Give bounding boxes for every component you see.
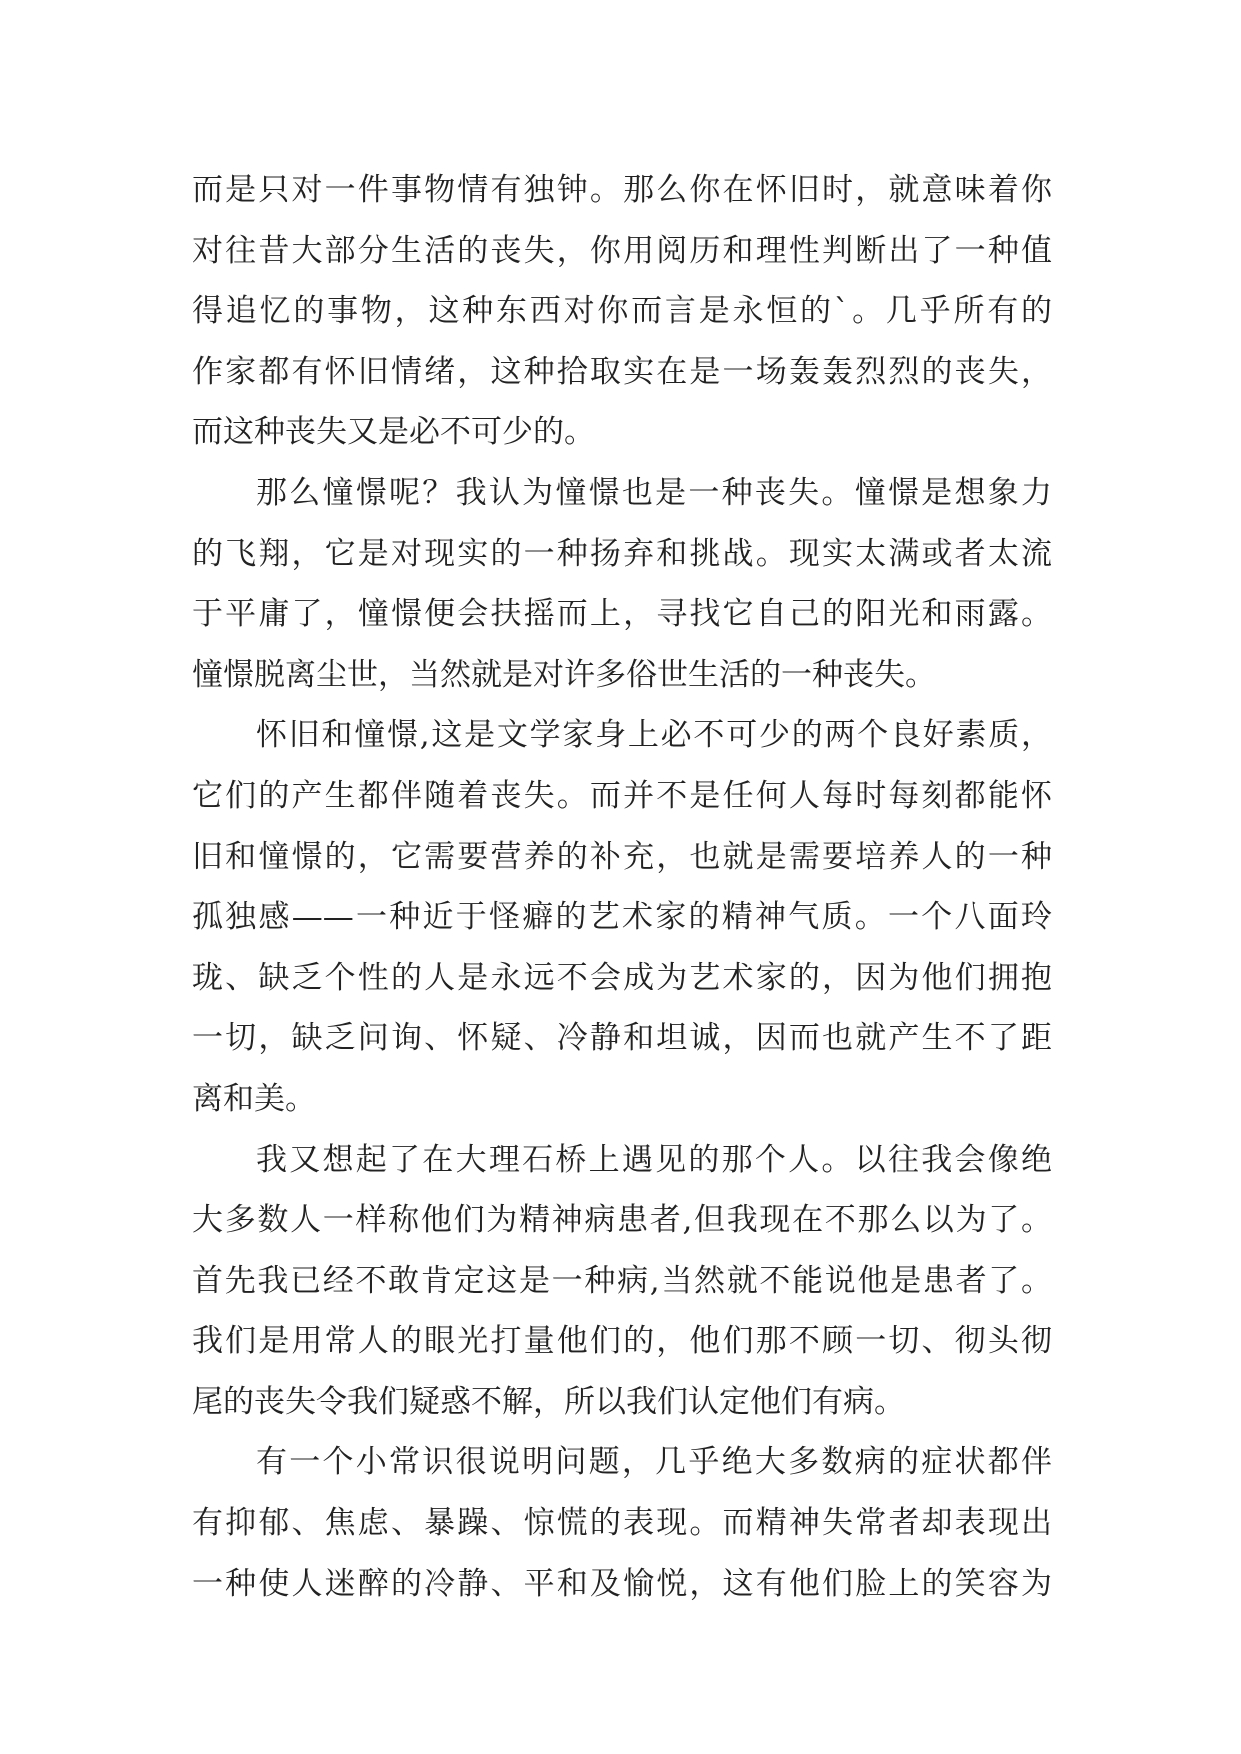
text-line: 我又想起了在大理石桥上遇见的那个人。以往我会像绝 [256,1141,1052,1178]
text-line: 离和美。 [192,1080,316,1117]
text-line: 的飞翔，它是对现实的一种扬弃和挑战。现实太满或者太流 [192,535,1052,572]
text-line: 怀旧和憧憬,这是文学家身上必不可少的两个良好素质， [256,717,1052,754]
text-line: 作家都有怀旧情绪，这种拾取实在是一场轰轰烈烈的丧失， [192,353,1052,390]
text-line: 它们的产生都伴随着丧失。而并不是任何人每时每刻都能怀 [192,777,1052,814]
text-line: 对往昔大部分生活的丧失，你用阅历和理性判断出了一种值 [192,232,1052,269]
text-line: 尾的丧失令我们疑惑不解，所以我们认定他们有病。 [192,1383,905,1420]
text-line: 旧和憧憬的，它需要营养的补充，也就是需要培养人的一种 [192,838,1052,875]
text-line: 一切，缺乏问询、怀疑、冷静和坦诚，因而也就产生不了距 [192,1020,1052,1057]
text-line: 珑、缺乏个性的人是永远不会成为艺术家的，因为他们拥抱 [192,959,1052,996]
text-line: 孤独感——一种近于怪癖的艺术家的精神气质。一个八面玲 [192,899,1052,936]
text-line: 而这种丧失又是必不可少的。 [192,414,595,451]
text-line: 有一个小常识很说明问题，几乎绝大多数病的症状都伴 [256,1444,1052,1481]
text-line: 大多数人一样称他们为精神病患者,但我现在不那么以为了。 [192,1202,1052,1239]
text-line: 憧憬脱离尘世，当然就是对许多俗世生活的一种丧失。 [192,656,936,693]
text-line: 那么憧憬呢？我认为憧憬也是一种丧失。憧憬是想象力 [256,474,1052,511]
text-line: 有抑郁、焦虑、暴躁、惊慌的表现。而精神失常者却表现出 [192,1505,1052,1542]
text-line: 我们是用常人的眼光打量他们的，他们那不顾一切、彻头彻 [192,1323,1052,1360]
text-line: 而是只对一件事物情有独钟。那么你在怀旧时，就意味着你 [192,172,1052,208]
text-line: 得追忆的事物，这种东西对你而言是永恒的`。几乎所有的 [192,293,1052,330]
text-line: 于平庸了，憧憬便会扶摇而上，寻找它自己的阳光和雨露。 [192,596,1052,633]
text-line: 一种使人迷醉的冷静、平和及愉悦，这有他们脸上的笑容为 [192,1565,1052,1602]
body-text [192,160,1052,1614]
text-line: 首先我已经不敢肯定这是一种病,当然就不能说他是患者了。 [192,1262,1052,1299]
